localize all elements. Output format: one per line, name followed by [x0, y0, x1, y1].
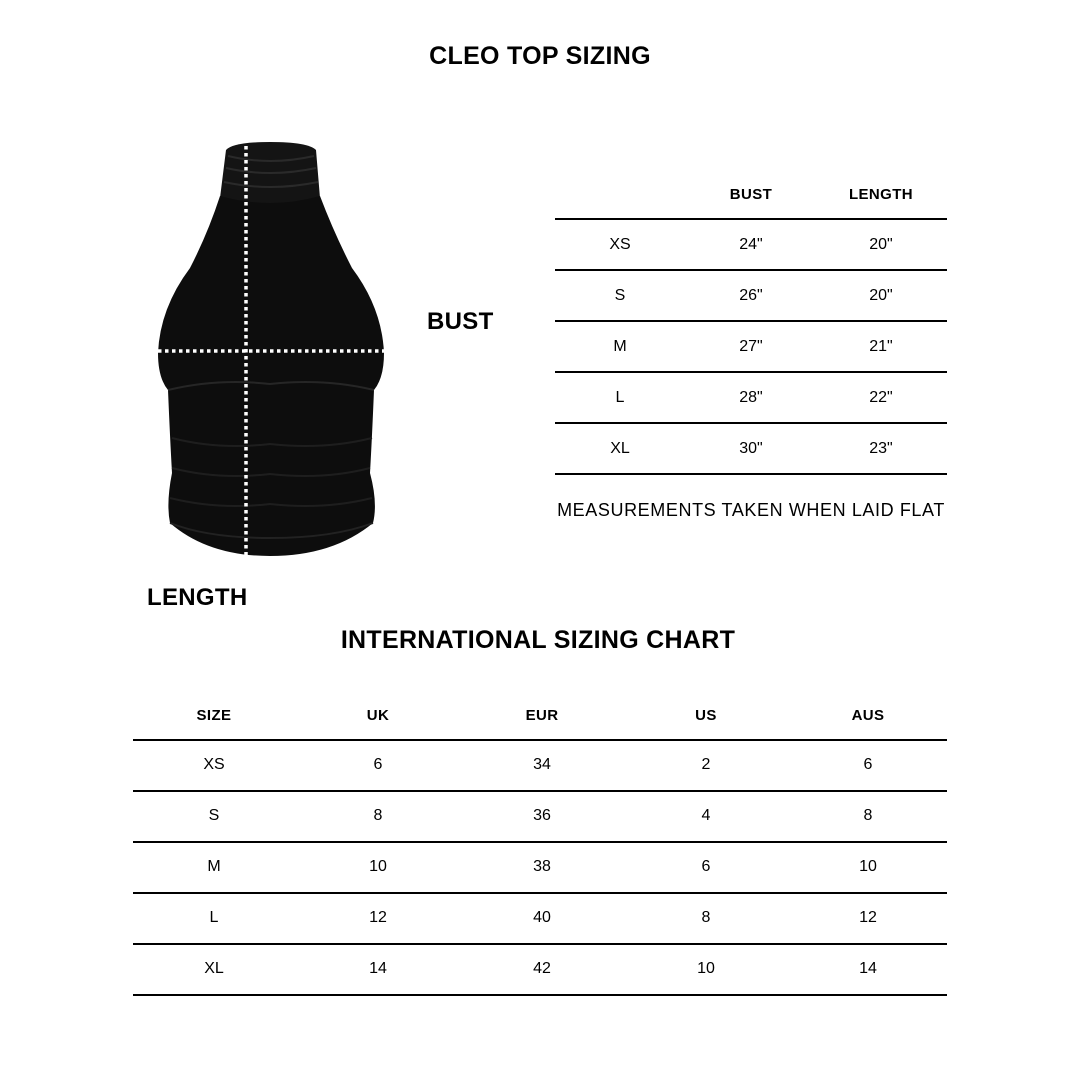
header-length: LENGTH: [848, 186, 914, 203]
halter-top-illustration: [148, 138, 393, 563]
uk-cell: 12: [369, 909, 387, 926]
bust-cell: 27": [739, 338, 763, 355]
aus-cell: 10: [859, 858, 877, 875]
aus-cell: 12: [859, 909, 877, 926]
us-cell: 10: [697, 960, 715, 977]
table-header: [555, 170, 947, 220]
table-row: [555, 424, 947, 475]
uk-cell: 8: [373, 807, 383, 824]
table-row: [133, 843, 947, 894]
bust-cell: 24": [739, 236, 763, 253]
uk-cell: 14: [369, 960, 387, 977]
us-cell: 6: [701, 858, 711, 875]
eur-cell: 40: [533, 909, 551, 926]
us-cell: 8: [701, 909, 711, 926]
size-cell: M: [207, 858, 221, 875]
international-table: [133, 690, 947, 996]
eur-cell: 42: [533, 960, 551, 977]
header-uk: UK: [366, 707, 390, 724]
table-row: [555, 220, 947, 271]
uk-cell: 10: [369, 858, 387, 875]
bust-cell: 26": [739, 287, 763, 304]
table-row: [555, 322, 947, 373]
table-header: [133, 690, 947, 741]
header-us: US: [695, 707, 717, 724]
length-cell: 20": [869, 236, 893, 253]
measurements-table: [555, 170, 947, 475]
uk-cell: 6: [373, 756, 383, 773]
table-row: [133, 894, 947, 945]
length-cell: 22": [869, 389, 893, 406]
header-aus: AUS: [851, 707, 885, 724]
size-cell: XL: [204, 960, 224, 977]
us-cell: 4: [701, 807, 711, 824]
bust-cell: 30": [739, 440, 763, 457]
eur-cell: 34: [533, 756, 551, 773]
length-cell: 21": [869, 338, 893, 355]
aus-cell: 14: [859, 960, 877, 977]
header-size: SIZE: [196, 707, 232, 724]
size-cell: L: [209, 909, 219, 926]
length-cell: 20": [869, 287, 893, 304]
size-cell: XS: [203, 756, 225, 773]
table-row: [555, 373, 947, 424]
bust-label: BUST: [427, 308, 494, 335]
eur-cell: 36: [533, 807, 551, 824]
table-row: [133, 741, 947, 792]
us-cell: 2: [701, 756, 711, 773]
size-cell: S: [208, 807, 220, 824]
size-cell: XL: [610, 440, 630, 457]
table-row: [133, 792, 947, 843]
size-cell: S: [614, 287, 626, 304]
international-title: INTERNATIONAL SIZING CHART: [340, 626, 736, 654]
header-bust: BUST: [729, 186, 773, 203]
size-cell: XS: [609, 236, 631, 253]
header-eur: EUR: [525, 707, 559, 724]
length-cell: 23": [869, 440, 893, 457]
table-row: [133, 945, 947, 996]
measurement-note: MEASUREMENTS TAKEN WHEN LAID FLAT: [557, 500, 945, 520]
aus-cell: 6: [863, 756, 873, 773]
bust-cell: 28": [739, 389, 763, 406]
size-cell: L: [615, 389, 625, 406]
size-cell: M: [613, 338, 627, 355]
aus-cell: 8: [863, 807, 873, 824]
page-title: CLEO TOP SIZING: [429, 42, 651, 70]
length-label: LENGTH: [147, 584, 248, 611]
table-row: [555, 271, 947, 322]
eur-cell: 38: [533, 858, 551, 875]
